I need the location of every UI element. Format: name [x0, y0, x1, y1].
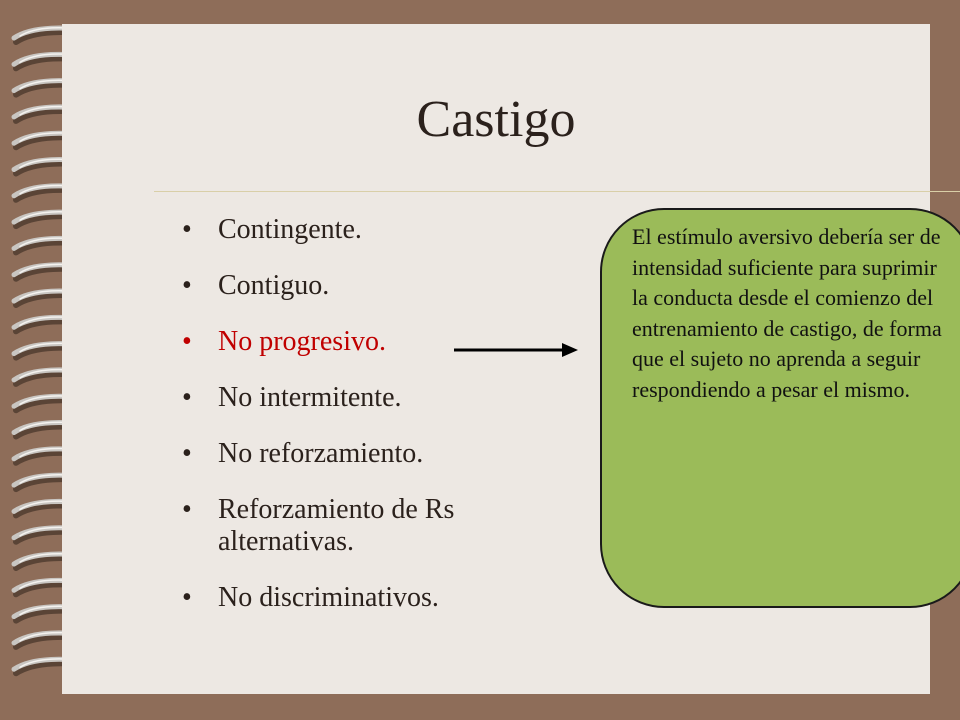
bullet-dot: •	[182, 214, 192, 245]
right-arrow-icon	[454, 340, 578, 360]
bullet-dot: •	[182, 494, 192, 525]
bullet-item	[182, 438, 562, 470]
bullet-dot: •	[182, 326, 192, 357]
bullet-text: No discriminativos.	[218, 582, 439, 613]
bullet-dot: •	[182, 438, 192, 469]
callout-box	[600, 208, 960, 608]
bullet-item	[182, 382, 562, 414]
bullet-dot: •	[182, 582, 192, 613]
bullet-list	[182, 214, 562, 638]
bullet-dot: •	[182, 270, 192, 301]
title-divider	[154, 191, 960, 192]
bullet-item	[182, 270, 562, 302]
slide-page	[62, 24, 942, 694]
bullet-text: No intermitente.	[218, 382, 402, 413]
bullet-text: Reforzamiento de Rs alternativas.	[218, 494, 455, 557]
bullet-item	[182, 582, 562, 614]
bullet-item	[182, 214, 562, 246]
bullet-dot: •	[182, 382, 192, 413]
bullet-text: Contiguo.	[218, 270, 330, 301]
bullet-text: No progresivo.	[218, 326, 386, 357]
callout-text: El estímulo aversivo debería ser de intensidad suficiente para suprimir la conducta desde el comienzo del entrenamiento de castigo, de forma que el sujeto no aprenda a seguir respondiendo a pesar el mismo.	[632, 224, 942, 402]
slide-title: Castigo	[416, 91, 576, 148]
bullet-item	[182, 494, 562, 558]
bullet-text: No reforzamiento.	[218, 438, 424, 469]
bullet-text: Contingente.	[218, 214, 362, 245]
